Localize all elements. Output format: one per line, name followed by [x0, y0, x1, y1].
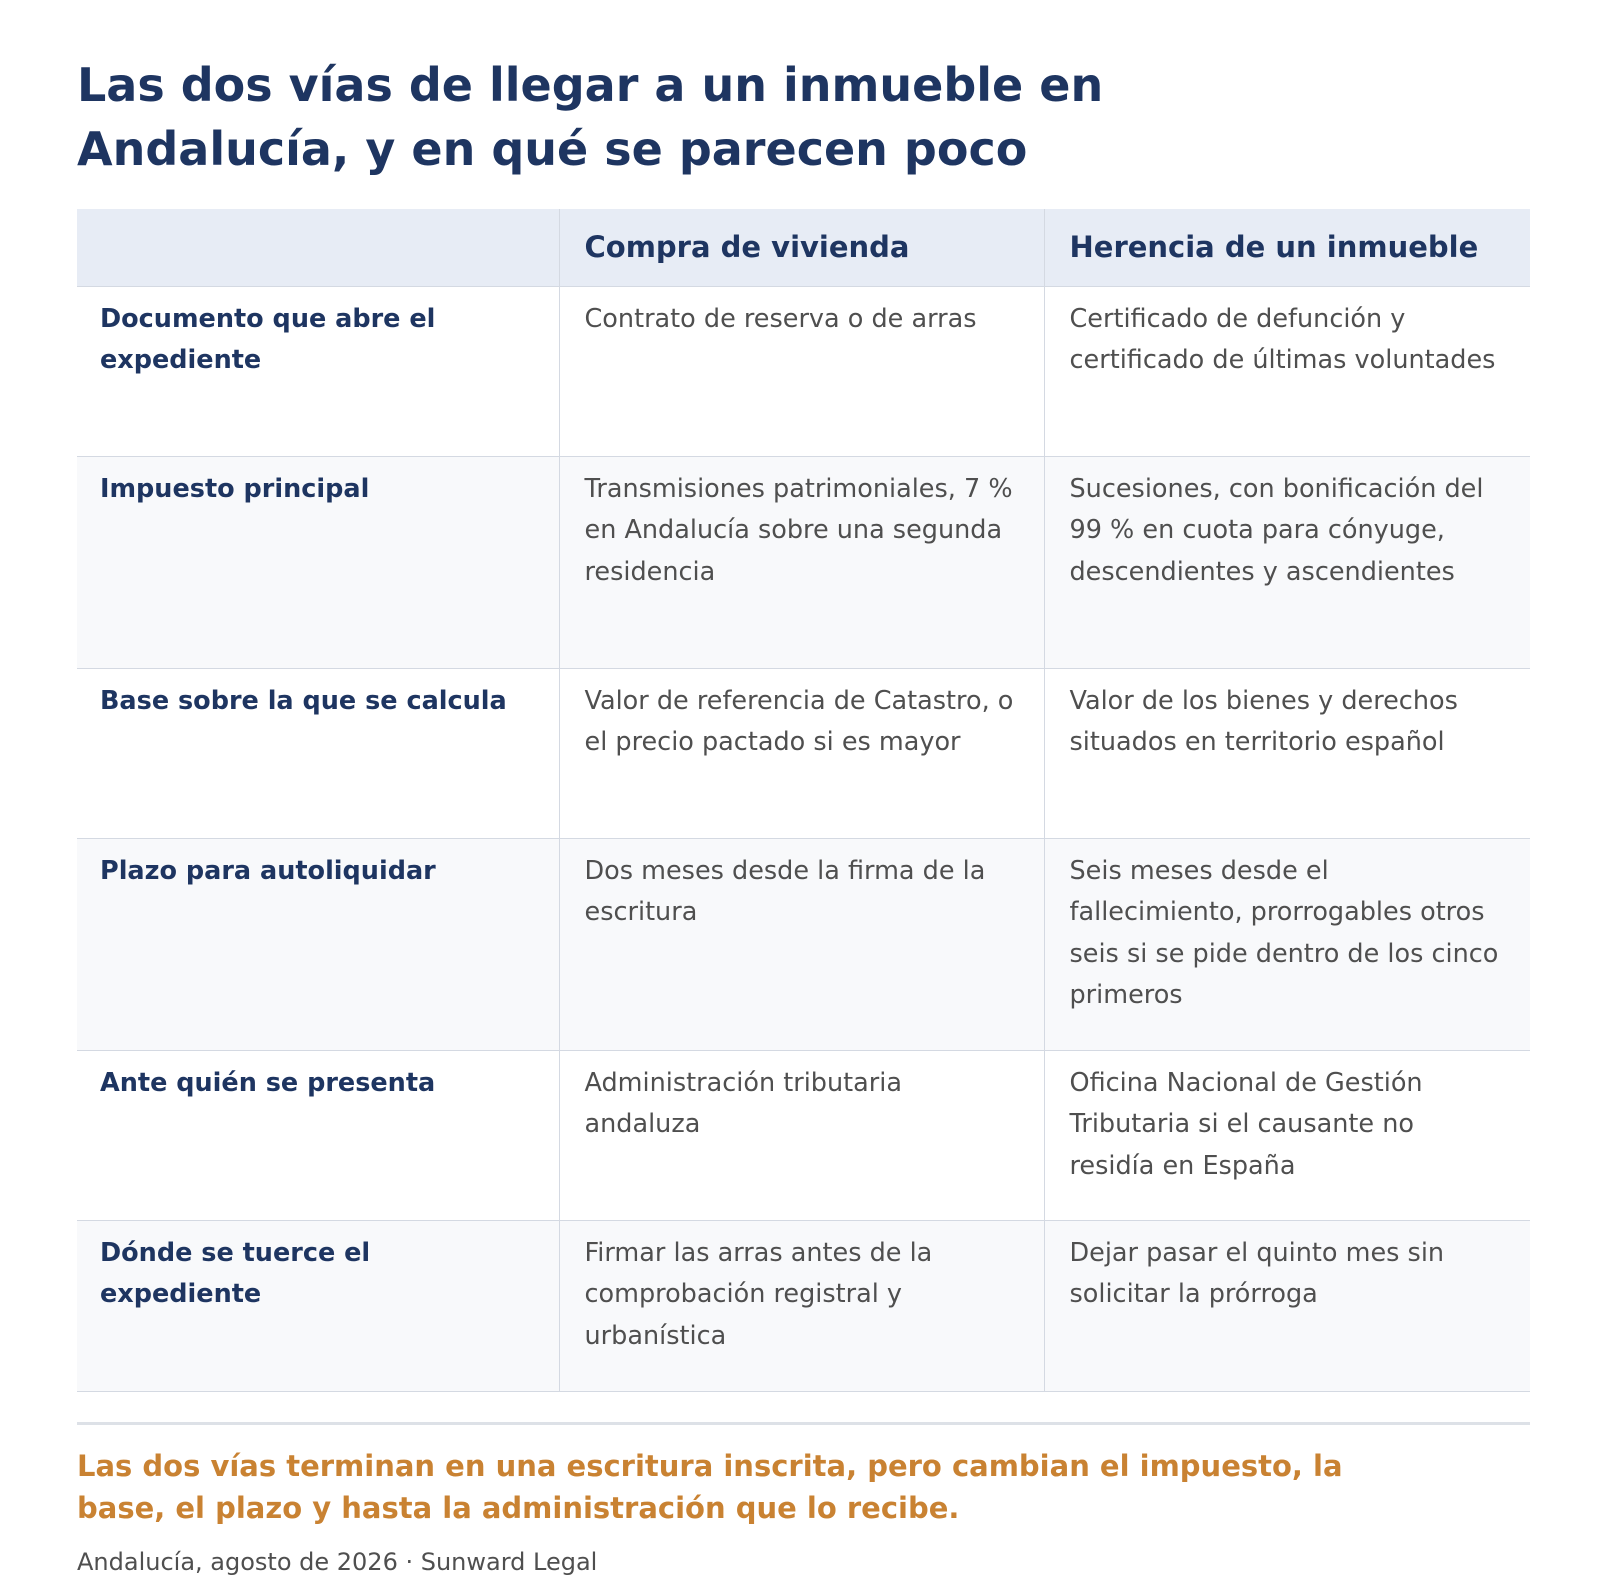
- herencia-cell: Seis meses desde el fallecimiento, prorrogables otros seis si se pide dentro de los cinco primeros: [1044, 838, 1530, 1050]
- table-row: [77, 1050, 1530, 1220]
- takeaway-text: Las dos vías terminan en una escritura inscrita, pero cambian el impuesto, la base, el plazo y hasta la administración que lo recibe.: [77, 1448, 1343, 1525]
- compra-cell: Administración tributaria andaluza: [559, 1050, 1044, 1220]
- herencia-cell: Oficina Nacional de Gestión Tributaria si el causante no residía en España: [1044, 1050, 1530, 1220]
- herencia-cell: Sucesiones, con bonificación del 99 % en cuota para cónyuge, descendientes y ascendientes: [1044, 456, 1530, 668]
- table-row: [77, 838, 1530, 1050]
- row-label: Ante quién se presenta: [77, 1050, 559, 1220]
- row-label: Plazo para autoliquidar: [77, 838, 559, 1050]
- herencia-cell: Certificado de defunción y certificado de últimas voluntades: [1044, 286, 1530, 456]
- table-row: [77, 1220, 1530, 1391]
- compra-cell: Contrato de reserva o de arras: [559, 286, 1044, 456]
- row-label: Dónde se tuerce el expediente: [77, 1220, 559, 1391]
- compra-cell: Valor de referencia de Catastro, o el precio pactado si es mayor: [559, 668, 1044, 838]
- table-row: [77, 456, 1530, 668]
- compra-cell: Transmisiones patrimoniales, 7 % en Andalucía sobre una segunda residencia: [559, 456, 1044, 668]
- compra-cell: Dos meses desde la firma de la escritura: [559, 838, 1044, 1050]
- row-label: Base sobre la que se calcula: [77, 668, 559, 838]
- row-label: Impuesto principal: [77, 456, 559, 668]
- compra-cell: Firmar las arras antes de la comprobación registral y urbanística: [559, 1220, 1044, 1391]
- table-row: [77, 668, 1530, 838]
- herencia-cell: Dejar pasar el quinto mes sin solicitar la prórroga: [1044, 1220, 1530, 1391]
- header-cell-herencia: Herencia de un inmueble: [1044, 209, 1530, 286]
- source-line: Andalucía, agosto de 2026 · Sunward Legal: [77, 1547, 598, 1576]
- page-title: Las dos vías de llegar a un inmueble en Andalucía, y en qué se parecen poco: [77, 58, 1104, 176]
- divider: [77, 1422, 1530, 1425]
- table-row: [77, 286, 1530, 456]
- herencia-cell: Valor de los bienes y derechos situados en territorio español: [1044, 668, 1530, 838]
- row-label: Documento que abre el expediente: [77, 286, 559, 456]
- header-cell-compra: Compra de vivienda: [559, 209, 1044, 286]
- table-header-row: [77, 209, 1530, 286]
- comparison-table: [77, 209, 1530, 1392]
- header-cell-empty: [77, 209, 559, 286]
